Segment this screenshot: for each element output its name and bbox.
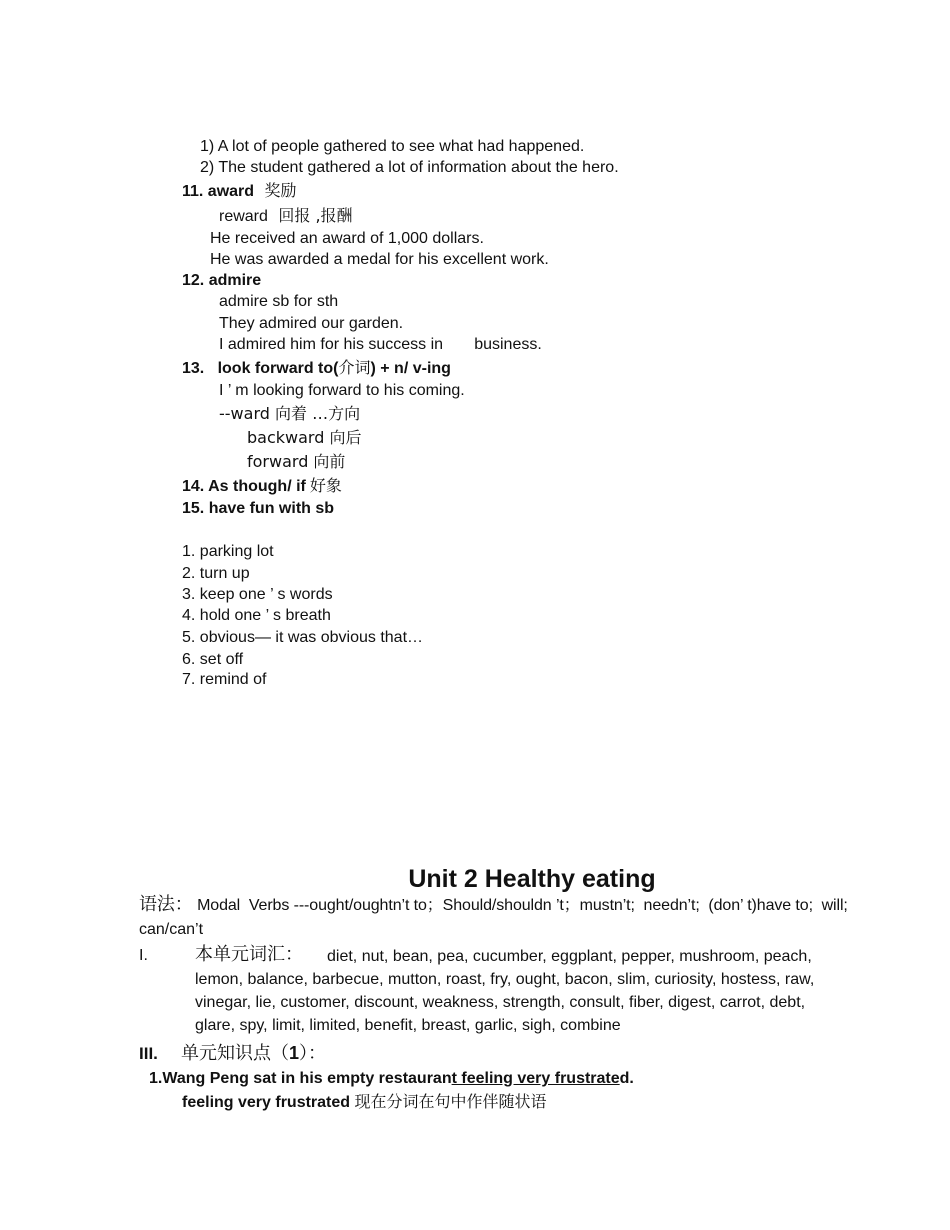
phrase-item: 7. remind of xyxy=(182,671,267,688)
grammar-continuation: can/can’t xyxy=(139,921,204,938)
item-14-translation: 好象 xyxy=(309,476,342,495)
item-13-term-suffix: ) + n/ v-ing xyxy=(370,360,451,377)
example-sentence: He was awarded a medal for his excellent work. xyxy=(210,251,549,268)
phrase-item: 6. set off xyxy=(182,651,244,668)
item-13-line: forward 向前 xyxy=(247,452,346,471)
item-12-line: They admired our garden. xyxy=(219,315,404,332)
phrase-item: 2. turn up xyxy=(182,565,250,582)
item-14-heading xyxy=(182,476,342,497)
item-13-heading xyxy=(182,358,451,379)
item-14-term: 14. As though/ if xyxy=(182,478,306,495)
item-12-line: I admired him for his success in business. xyxy=(219,336,542,353)
item-11-sub-translation: 回报 ,报酬 xyxy=(278,206,353,225)
example-sentence: He received an award of 1,000 dollars. xyxy=(210,230,484,247)
kp-label-end: ）： xyxy=(299,1043,327,1064)
item-13-line: I ’ m looking forward to his coming. xyxy=(219,382,465,399)
kp-label: 单元知识点（ xyxy=(181,1043,289,1064)
item-13-line: --ward 向着 …方向 xyxy=(219,404,361,423)
kp-label-number: 1 xyxy=(289,1043,300,1063)
item-15-heading: 15. have fun with sb xyxy=(182,500,335,517)
vocab-label: 本单元词汇： xyxy=(195,944,303,965)
phrase-item: 1. parking lot xyxy=(182,543,274,560)
example-sentence: 1) A lot of people gathered to see what had happened. xyxy=(200,138,585,155)
grammar-label: 语法： xyxy=(139,894,193,915)
item-11-sub-term: reward xyxy=(219,208,268,225)
item-13-term: 13. look forward to( xyxy=(182,360,339,377)
sentence-1-note xyxy=(182,1092,547,1113)
item-13-translation: 介词 xyxy=(338,358,371,377)
unit-title: Unit 2 Healthy eating xyxy=(408,865,656,893)
sentence-1-end: d. xyxy=(619,1070,634,1087)
item-11-heading xyxy=(182,181,297,202)
vocab-number: I. xyxy=(139,947,148,964)
example-sentence: 2) The student gathered a lot of information about the hero. xyxy=(200,159,619,176)
item-12-heading: 12. admire xyxy=(182,272,262,289)
phrase-item: 5. obvious— it was obvious that… xyxy=(182,629,424,646)
item-11-term: 11. award xyxy=(182,183,255,200)
item-11-translation: 奖励 xyxy=(264,181,297,200)
grammar-line xyxy=(139,895,848,916)
grammar-text: Modal Verbs ---ought/oughtn’t to；Should/shouldn ’t；mustn’t; needn’t; (don’ t)have to; will; xyxy=(197,897,848,914)
sentence-1-underlined: t feeling very frustrate xyxy=(451,1070,620,1087)
vocab-list: diet, nut, bean, pea, cucumber, eggplant, pepper, mushroom, peach, lemon, balance, barbecue, mutton, roast, fry, ought, bacon, slim, curiosity, hostess, raw, vinegar, lie, customer, discount, weakness, strength, consult, fiber, digest, carrot, debt, glare, spy, limit, limited, benefit, breast, garlic, sigh, combine xyxy=(195,948,815,1034)
phrase-item: 4. hold one ’ s breath xyxy=(182,607,331,624)
sentence-1-start: 1.Wang Peng sat in his empty restauran xyxy=(149,1070,452,1087)
sentence-1-note-explanation: 现在分词在句中作伴随状语 xyxy=(354,1092,547,1111)
sentence-1-note-phrase: feeling very frustrated xyxy=(182,1094,351,1111)
kp-heading xyxy=(181,1043,326,1064)
item-11-sub xyxy=(219,206,353,227)
item-13-line: backward 向后 xyxy=(247,428,362,447)
kp-number: III. xyxy=(139,1044,158,1063)
sentence-1 xyxy=(149,1069,634,1089)
item-12-line: admire sb for sth xyxy=(219,293,339,310)
phrase-item: 3. keep one ’ s words xyxy=(182,586,333,603)
